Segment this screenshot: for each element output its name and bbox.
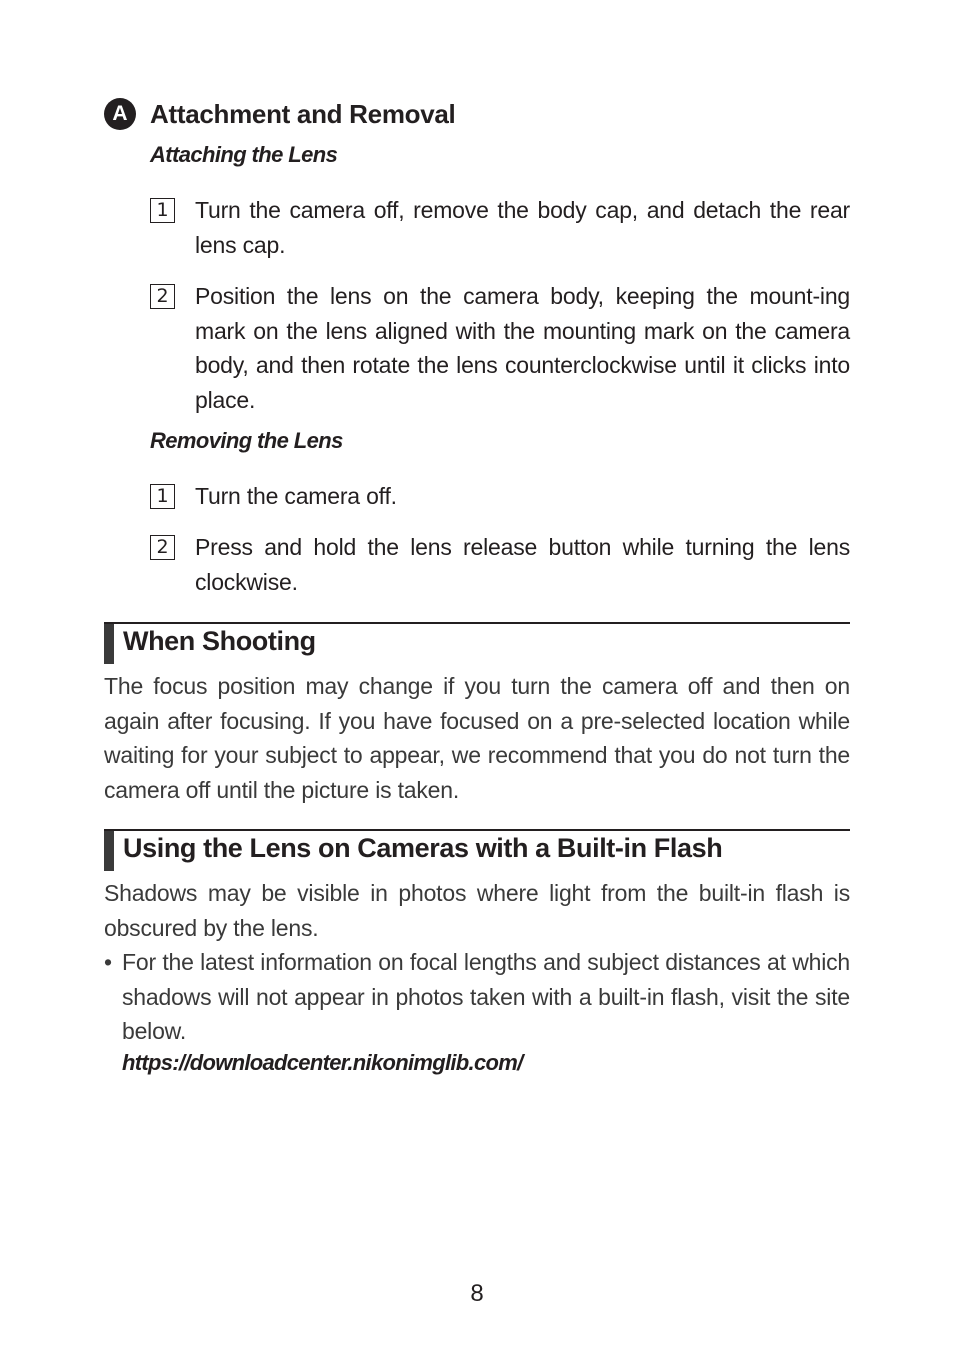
heading-bar — [104, 831, 114, 871]
built-in-flash-heading — [104, 829, 850, 873]
bullet-icon: • — [104, 949, 113, 975]
step-text: Turn the camera off, remove the body cap, and detach the rear lens cap. — [195, 197, 850, 258]
step-text: Position the lens on the camera body, keeping the mount-ing mark on the lens aligned with the mounting mark on the camera body, and then rotate the lens counterclockwise until it clicks into place. — [195, 283, 850, 413]
remove-step-1 — [150, 479, 850, 514]
attach-step-2 — [150, 279, 850, 417]
when-shooting-text: The focus position may change if you turn the camera off and then on again after focusing. If you have focused on a pre-selected location while waiting for your subject to appear, we recommend that you do not turn the camera off until the picture is taken. — [104, 673, 850, 803]
when-shooting-heading — [104, 622, 850, 666]
attachment-title: Attachment and Removal — [150, 98, 456, 129]
remove-step-2 — [150, 530, 850, 599]
download-center-link[interactable]: https://downloadcenter.nikonimglib.com/ — [122, 1050, 523, 1075]
page-number: 8 — [470, 1280, 484, 1307]
step-text: Press and hold the lens release button while turning the lens clockwise. — [195, 534, 850, 595]
attach-step-1 — [150, 193, 850, 262]
step-number-box: 1 — [150, 198, 175, 223]
removing-subtitle: Removing the Lens — [150, 428, 343, 453]
bullet-text: For the latest information on focal lengths and subject distances at which shadows will not appear in photos taken with a built-in flash, visit the site below. — [122, 949, 850, 1044]
step-text: Turn the camera off. — [195, 483, 397, 509]
attaching-subtitle: Attaching the Lens — [150, 142, 338, 167]
section-title: When Shooting — [123, 626, 316, 656]
flash-bullet-item — [104, 945, 850, 1049]
attachment-heading — [104, 98, 455, 130]
attention-a-icon: A — [104, 98, 136, 130]
step-number-box: 2 — [150, 535, 175, 560]
heading-bar — [104, 624, 114, 664]
section-title: Using the Lens on Cameras with a Built-in Flash — [123, 833, 723, 863]
step-number-box: 2 — [150, 284, 175, 309]
built-in-flash-text: Shadows may be visible in photos where light from the built-in flash is obscured by the lens. — [104, 880, 850, 941]
step-number-box: 1 — [150, 484, 175, 509]
